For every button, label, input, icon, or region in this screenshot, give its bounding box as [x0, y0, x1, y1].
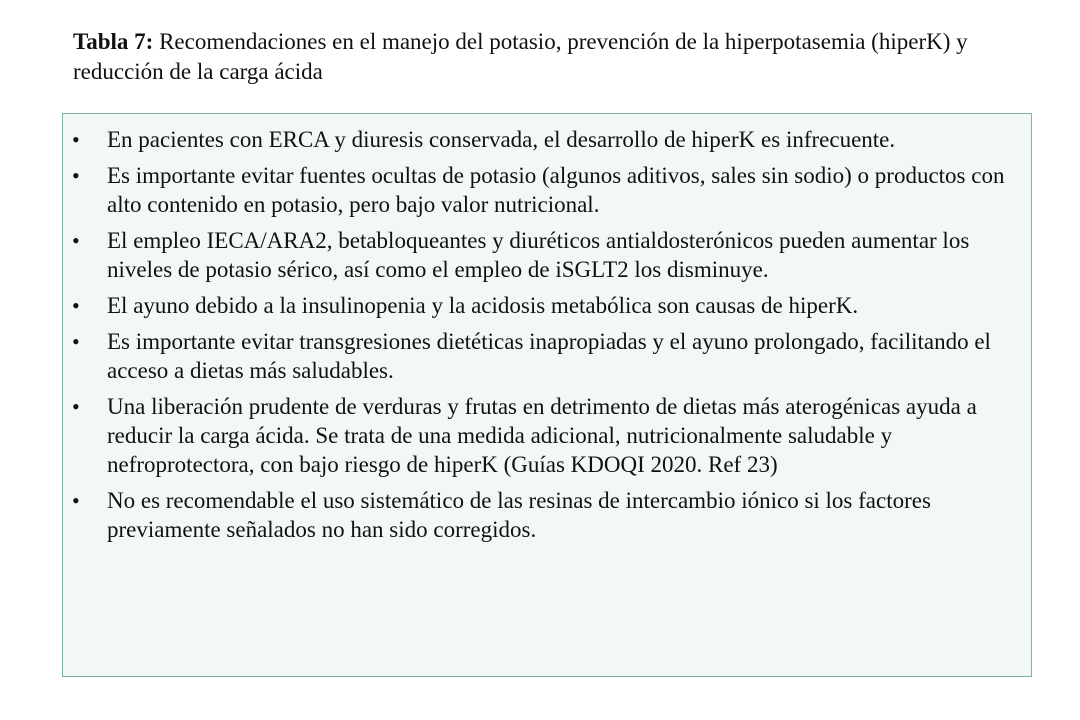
list-item-text: Es importante evitar transgresiones dietéticas inapropiadas y el ayuno prolongado, facilitando el acceso a dietas más saludables.	[107, 329, 991, 383]
recommendations-box	[62, 113, 1032, 677]
list-item	[63, 125, 1031, 154]
bullet-icon: •	[72, 228, 80, 253]
list-item-text: El ayuno debido a la insulinopenia y la acidosis metabólica son causas de hiperK.	[107, 293, 859, 318]
list-item	[63, 161, 1031, 219]
list-item	[63, 327, 1031, 385]
list-item-text: Es importante evitar fuentes ocultas de potasio (algunos aditivos, sales sin sodio) o productos con alto contenido en potasio, pero bajo valor nutricional.	[107, 163, 1005, 217]
table-caption	[73, 27, 1033, 87]
list-item-text: No es recomendable el uso sistemático de las resinas de intercambio iónico si los factores previamente señalados no han sido corregidos.	[107, 488, 931, 542]
list-item-text: Una liberación prudente de verduras y frutas en detrimento de dietas más aterogénicas ayuda a reducir la carga ácida. Se trata de una medida adicional, nutricionalmente saludable y nefroprotectora, con bajo riesgo de hiperK (Guías KDOQI 2020. Ref 23)	[107, 394, 977, 477]
bullet-icon: •	[72, 163, 80, 188]
bullet-icon: •	[72, 293, 80, 318]
bullet-icon: •	[72, 488, 80, 513]
bullet-icon: •	[72, 394, 80, 419]
table-caption-text: Recomendaciones en el manejo del potasio, prevención de la hiperpotasemia (hiperK) y reducción de la carga ácida	[73, 29, 968, 84]
bullet-icon: •	[72, 329, 80, 354]
list-item	[63, 392, 1031, 479]
list-item	[63, 291, 1031, 320]
table-caption-label: Tabla 7:	[73, 29, 154, 54]
bullet-icon: •	[72, 127, 80, 152]
list-item	[63, 226, 1031, 284]
recommendations-list	[63, 125, 1031, 551]
list-item-text: El empleo IECA/ARA2, betabloqueantes y diuréticos antialdosterónicos pueden aumentar los niveles de potasio sérico, así como el empleo de iSGLT2 los disminuye.	[107, 228, 970, 282]
list-item-text: En pacientes con ERCA y diuresis conservada, el desarrollo de hiperK es infrecuente.	[107, 127, 896, 152]
list-item	[63, 486, 1031, 544]
